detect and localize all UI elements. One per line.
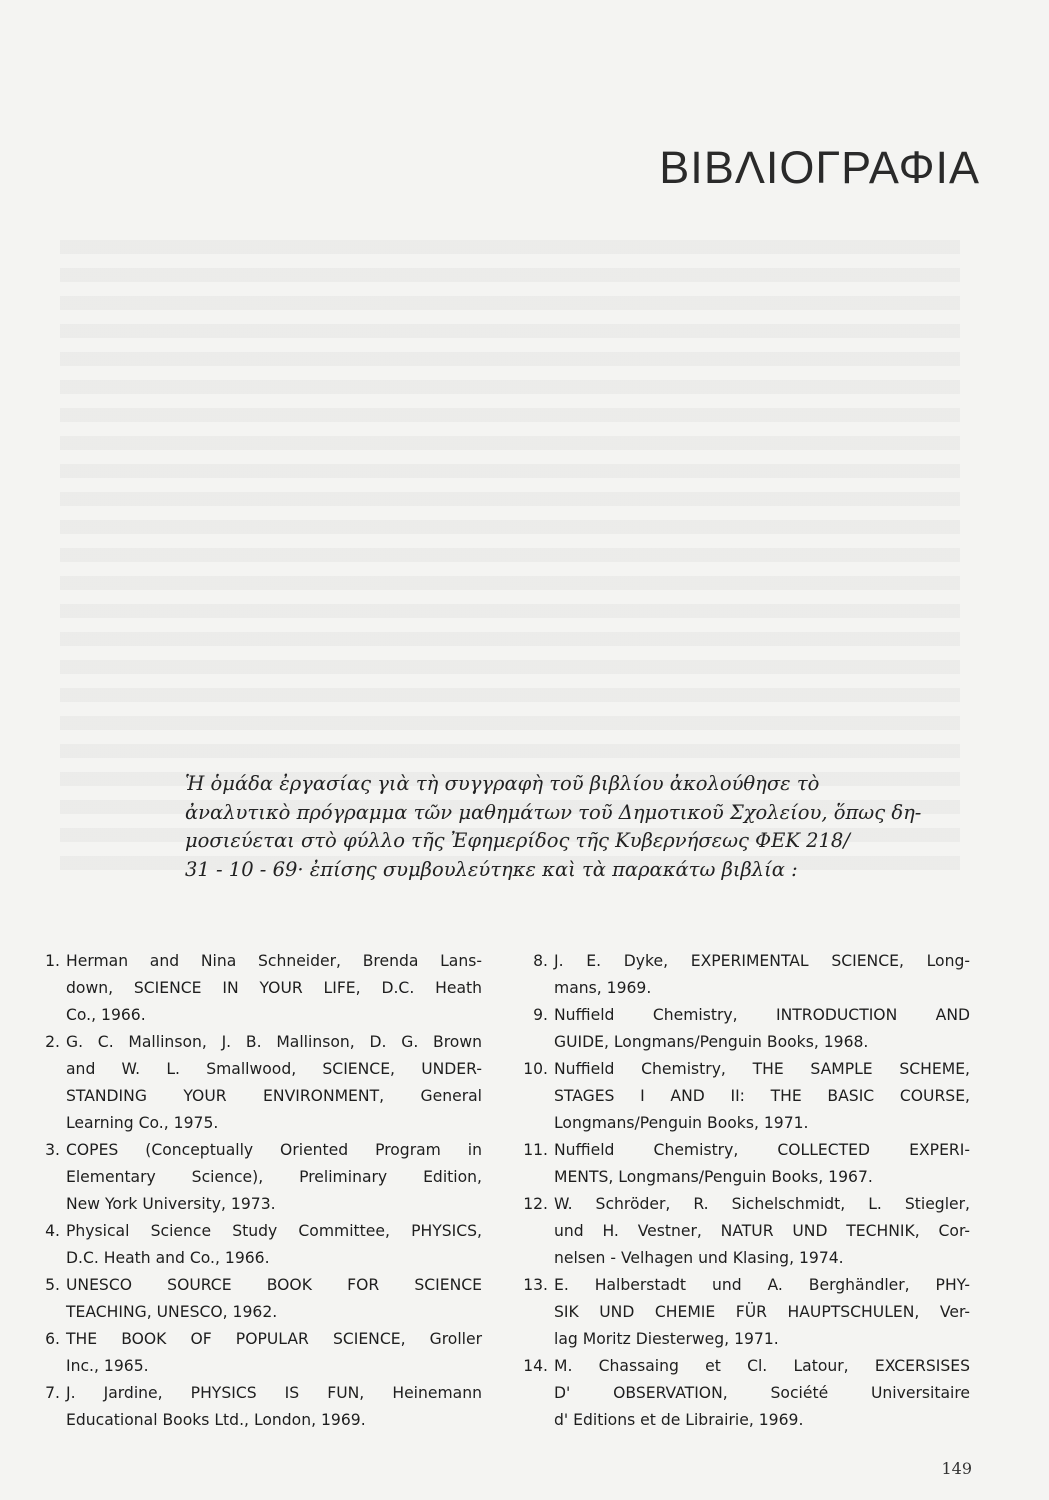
reference-text (554, 948, 970, 1002)
page-number: 149 (941, 1459, 972, 1478)
reference-line: MENTS, Longmans/Penguin Books, 1967. (554, 1168, 873, 1186)
reference-line: lag Moritz Diesterweg, 1971. (554, 1330, 779, 1348)
reference-number: 3. (45, 1141, 60, 1159)
reference-text (66, 1380, 482, 1434)
reference-line: STAGES I AND II: THE BASIC COURSE, (554, 1087, 970, 1105)
reference-line: und H. Vestner, NATUR UND TECHNIK, Cor- (554, 1222, 970, 1240)
reference-line: Herman and Nina Schneider, Brenda Lans- (66, 952, 482, 970)
reference-item (34, 1272, 482, 1326)
reference-item (522, 1272, 970, 1353)
reference-number: 1. (45, 952, 60, 970)
reference-item (34, 948, 482, 1029)
reference-line: New York University, 1973. (66, 1195, 276, 1213)
intro-line: ἀναλυτικὸ πρόγραμμα τῶν μαθημάτων τοῦ Δημοτικοῦ Σχολείου, ὅπως δη- (185, 800, 922, 824)
reference-line: Co., 1966. (66, 1006, 146, 1024)
reference-line: SIK UND CHEMIE FÜR HAUPTSCHULEN, Ver- (554, 1303, 970, 1321)
reference-line: and W. L. Smallwood, SCIENCE, UNDER- (66, 1060, 482, 1078)
reference-number: 7. (45, 1384, 60, 1402)
reference-item (522, 1353, 970, 1434)
reference-number: 10. (523, 1060, 548, 1078)
reference-line: D.C. Heath and Co., 1966. (66, 1249, 270, 1267)
reference-line: G. C. Mallinson, J. B. Mallinson, D. G. Brown (66, 1033, 482, 1051)
reference-line: Longmans/Penguin Books, 1971. (554, 1114, 809, 1132)
reference-number: 13. (523, 1276, 548, 1294)
reference-line: Nuffield Chemistry, COLLECTED EXPERI- (554, 1141, 970, 1159)
reference-text (66, 1218, 482, 1272)
reference-line: Learning Co., 1975. (66, 1114, 219, 1132)
reference-line: D' OBSERVATION, Société Universitaire (554, 1384, 970, 1402)
reference-line: J. Jardine, PHYSICS IS FUN, Heinemann (66, 1384, 482, 1402)
reference-line: Inc., 1965. (66, 1357, 149, 1375)
reference-line: THE BOOK OF POPULAR SCIENCE, Groller (66, 1330, 482, 1348)
reference-item (34, 1326, 482, 1380)
reference-text (66, 1326, 482, 1380)
reference-line: d' Editions et de Librairie, 1969. (554, 1411, 804, 1429)
reference-number: 11. (523, 1141, 548, 1159)
reference-line: down, SCIENCE IN YOUR LIFE, D.C. Heath (66, 979, 482, 997)
reference-line: Educational Books Ltd., London, 1969. (66, 1411, 366, 1429)
intro-line: Ἡ ὁμάδα ἐργασίας γιὰ τὴ συγγραφὴ τοῦ βιβλίου ἀκολούθησε τὸ (185, 772, 820, 795)
reference-line: nelsen - Velhagen und Klasing, 1974. (554, 1249, 844, 1267)
reference-line: Elementary Science), Preliminary Edition, (66, 1168, 482, 1186)
reference-line: Nuffield Chemistry, THE SAMPLE SCHEME, (554, 1060, 970, 1078)
intro-line: 31 - 10 - 69· ἐπίσης συμβουλεύτηκε καὶ τὰ παρακάτω βιβλία : (185, 857, 798, 881)
reference-line: W. Schröder, R. Sichelschmidt, L. Stiegler, (554, 1195, 970, 1213)
reference-item (522, 1137, 970, 1191)
references-list-left (34, 948, 482, 1434)
reference-text (554, 1056, 970, 1137)
reference-text (554, 1272, 970, 1353)
reference-item (34, 1218, 482, 1272)
page-title: ΒΙΒΛΙΟΓΡΑΦΙΑ (659, 142, 980, 193)
reference-text (66, 1137, 482, 1218)
reference-text (66, 1272, 482, 1326)
reference-item (34, 1137, 482, 1218)
reference-line: J. E. Dyke, EXPERIMENTAL SCIENCE, Long- (554, 952, 970, 970)
reference-item (522, 1002, 970, 1056)
references-list-right (522, 948, 970, 1434)
intro-line: μοσιεύεται στὸ φύλλο τῆς Ἐφημερίδος τῆς Κυβερνήσεως ΦΕΚ 218/ (185, 829, 850, 852)
reference-number: 5. (45, 1276, 60, 1294)
reference-line: GUIDE, Longmans/Penguin Books, 1968. (554, 1033, 869, 1051)
reference-item (522, 948, 970, 1002)
reference-item (34, 1380, 482, 1434)
reference-line: COPES (Conceptually Oriented Program in (66, 1141, 482, 1159)
reference-item (34, 1029, 482, 1137)
reference-line: M. Chassaing et Cl. Latour, EXCERSISES (554, 1357, 970, 1375)
reference-number: 6. (45, 1330, 60, 1348)
reference-line: STANDING YOUR ENVIRONMENT, General (66, 1087, 482, 1105)
reference-item (522, 1191, 970, 1272)
reference-line: UNESCO SOURCE BOOK FOR SCIENCE (66, 1276, 482, 1294)
reference-text (554, 1137, 970, 1191)
reference-text (554, 1002, 970, 1056)
reference-line: Nuffield Chemistry, INTRODUCTION AND (554, 1006, 970, 1024)
reference-line: TEACHING, UNESCO, 1962. (66, 1303, 278, 1321)
reference-text (554, 1191, 970, 1272)
intro-paragraph (185, 770, 922, 884)
reference-item (522, 1056, 970, 1137)
reference-number: 8. (533, 952, 548, 970)
reference-number: 9. (533, 1006, 548, 1024)
reference-line: E. Halberstadt und A. Berghändler, PHY- (554, 1276, 970, 1294)
reference-text (66, 948, 482, 1029)
reference-number: 4. (45, 1222, 60, 1240)
reference-number: 14. (523, 1357, 548, 1375)
reference-line: mans, 1969. (554, 979, 652, 997)
reference-line: Physical Science Study Committee, PHYSICS, (66, 1222, 482, 1240)
reference-text (554, 1353, 970, 1434)
reference-number: 12. (523, 1195, 548, 1213)
reference-text (66, 1029, 482, 1137)
reference-number: 2. (45, 1033, 60, 1051)
